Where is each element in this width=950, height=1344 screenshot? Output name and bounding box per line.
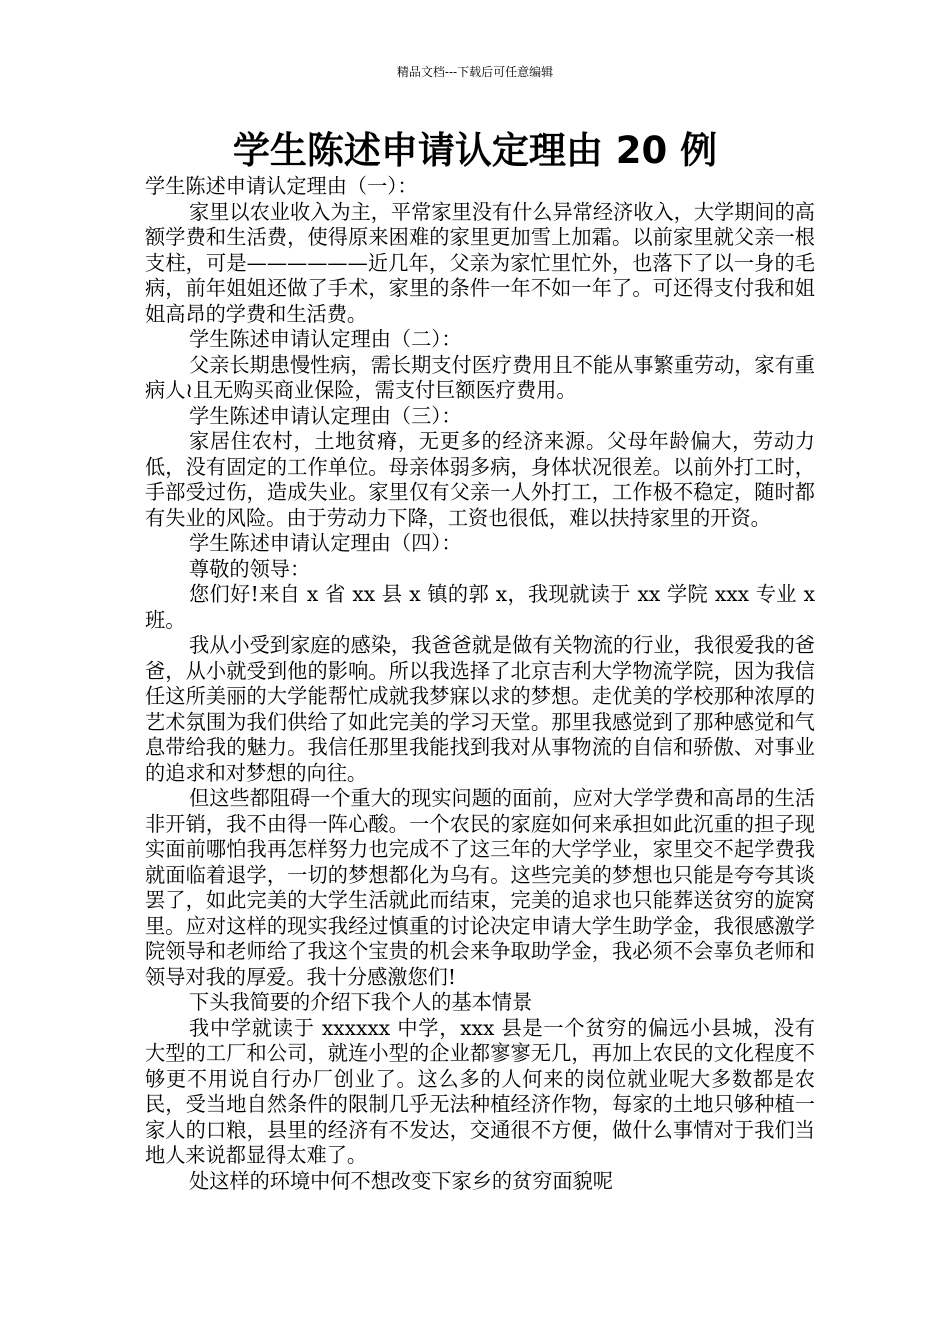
paragraph: 家里以农业收入为主，平常家里没有什么异常经济收入，大学期间的高额学费和生活费，使得原来困难的家里更加雪上加霜。以前家里就父亲一根支柱，可是——————近几年，父亲为家忙里忙外，也落下了以一身的毛病，前年姐姐还做了手术，家里的条件一年不如一年了。可还得支付我和姐姐高昂的学费和生活费。 — [145, 199, 815, 326]
paragraph: 处这样的环境中何不想改变下家乡的贫穷面貌呢 — [189, 1168, 613, 1193]
paragraph: 但这些都阻碍一个重大的现实问题的面前，应对大学学费和高昂的生活非开销，我不由得一阵心酸。一个农民的家庭如何来承担如此沉重的担子现实面前哪怕我再怎样努力也完成不了这三年的大学学业，家里交不起学费我就面临着退学，一切的梦想都化为乌有。这些完美的梦想也只能是夸夸其谈罢了，如此完美的大学生活就此而结束，完美的追求也只能葬送贫穷的旋窝里。应对这样的现实我经过慎重的讨论决定申请大学生助学金，我很感激学院领导和老师给了我这个宝贵的机会来争取助学金，我必须不会辜负老师和领导对我的厚爱。我十分感激您们! — [145, 786, 815, 989]
document-title: 学生陈述申请认定理由 20 例 — [232, 129, 718, 172]
paragraph: 家居住农村，土地贫瘠，无更多的经济来源。父母年龄偏大，劳动力低，没有固定的工作单位。母亲体弱多病，身体状况很差。以前外打工时，手部受过伤，造成失业。家里仅有父亲一人外打工，工作极不稳定，随时都有失业的风险。由于劳动力下降，工资也很低，难以扶持家里的开资。 — [145, 429, 815, 530]
section-heading: 学生陈述申请认定理由（三）： — [189, 403, 462, 428]
section-heading: 学生陈述申请认定理由（二）： — [189, 327, 462, 351]
header-note: 精品文档---下载后可任意编辑 — [396, 65, 554, 79]
document-body — [145, 174, 815, 1194]
paragraph: 我从小受到家庭的感染，我爸爸就是做有关物流的行业，我很爱我的爸爸，从小就受到他的影响。所以我选择了北京吉利大学物流学院，因为我信任这所美丽的大学能帮忙成就我梦寐以求的梦想。走优美的学校那种浓厚的艺术氛围为我们供给了如此完美的学习天堂。那里我感觉到了那种感觉和气息带给我的魅力。我信任那里我能找到我对从事物流的自信和骄傲、对事业的追求和对梦想的向往。 — [145, 633, 815, 785]
paragraph: 父亲长期患慢性病，需长期支付医疗费用且不能从事繁重劳动，家有重病人≀且无购买商业保险，需支付巨额医疗费用。 — [145, 352, 815, 402]
paragraph: 下头我简要的介绍下我个人的基本情景 — [189, 990, 533, 1014]
salutation: 尊敬的领导： — [189, 556, 311, 581]
section-heading: 学生陈述申请认定理由（一）： — [145, 174, 418, 198]
paragraph: 我中学就读于 xxxxxx 中学，xxx 县是一个贫穷的偏远小县城，没有大型的工厂和公司，就连小型的企业都寥寥无几，再加上农民的文化程度不够更不用说自行办厂创业了。这么多的人何来的岗位就业呢大多数都是农民，受当地自然条件的限制几乎无法种植经济作物，每家的土地只够种植一家人的口粮，县里的经济有不发达，交通很不方便，做什么事情对于我们当地人来说都显得太难了。 — [145, 1015, 815, 1167]
paragraph: 您们好!来自 x 省 xx 县 x 镇的郭 x，我现就读于 xx 学院 xxx 专业 x 班。 — [145, 582, 815, 632]
section-heading: 学生陈述申请认定理由（四）： — [189, 531, 462, 555]
